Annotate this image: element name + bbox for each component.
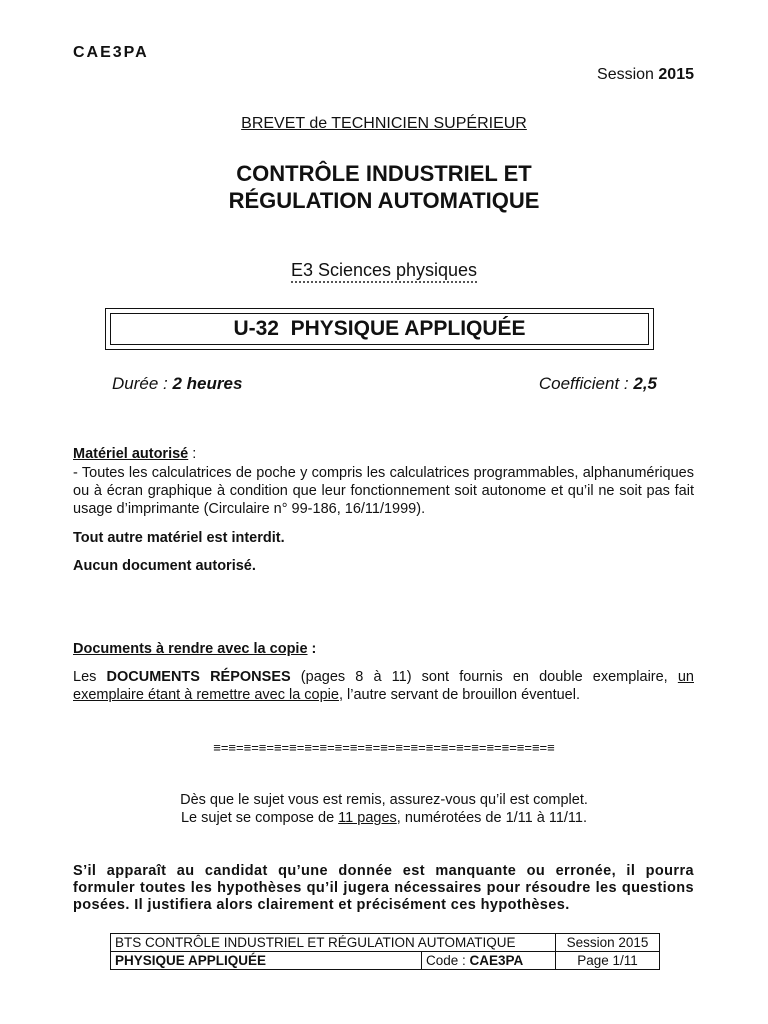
footer-code-label: Code : [426, 953, 470, 968]
materiel-interdit: Tout autre matériel est interdit. [73, 530, 285, 546]
footer-table [110, 933, 660, 970]
main-title [0, 160, 768, 214]
session-year: 2015 [658, 66, 694, 83]
footer-session: Session 2015 [556, 934, 660, 952]
completeness-pages: 11 pages [338, 810, 397, 826]
aucun-document: Aucun document autorisé. [73, 558, 256, 574]
documents-text-bold: DOCUMENTS RÉPONSES [106, 669, 291, 685]
duration-value: 2 heures [172, 374, 243, 393]
documents-text-end: , l’autre servant de brouillon éventuel. [338, 687, 580, 703]
unit-box-title: U-32 PHYSIQUE APPLIQUÉE [110, 313, 649, 345]
coefficient-label: Coefficient : [538, 374, 634, 393]
completeness-line1: Dès que le sujet vous est remis, assurez-vous qu’il est complet. [180, 792, 588, 808]
separator: ≡=≡=≡=≡=≡=≡=≡=≡=≡=≡=≡=≡=≡=≡=≡=≡=≡=≡=≡=≡=≡=≡=≡ [213, 740, 555, 755]
coefficient-value: 2,5 [633, 374, 657, 393]
documents-text-start: Les [73, 669, 107, 685]
main-title-line1: CONTRÔLE INDUSTRIEL ET [236, 161, 532, 186]
documents-text [73, 668, 694, 704]
candidate-warning: S’il apparaît au candidat qu’une donnée est manquante ou erronée, il pourra formuler toutes les hypothèses qu’il jugera nécessaires pour résoudre les questions posées. Il justifiera alors clairement et précisément ces hypothèses. [73, 863, 694, 913]
documents-heading [73, 640, 694, 658]
epreuve-text: E3 Sciences physiques [291, 260, 477, 283]
footer-row-2 [111, 952, 660, 970]
unit-box [105, 308, 654, 350]
completeness-line2-end: , numérotées de 1/11 à 11/11. [396, 810, 588, 826]
footer-code [422, 952, 556, 970]
documents-text-mid: (pages 8 à 11) sont fournis en double exemplaire, [290, 669, 678, 685]
footer-page: Page 1/11 [556, 952, 660, 970]
footer-row-1 [111, 934, 660, 952]
completeness-line2-start: Le sujet se compose de [180, 810, 339, 826]
session-text: Session [597, 66, 654, 83]
duration [112, 374, 242, 394]
completeness-line2 [0, 809, 768, 827]
session-label [597, 66, 694, 84]
main-title-line2: RÉGULATION AUTOMATIQUE [228, 188, 540, 213]
epreuve-title [0, 260, 768, 281]
documents-heading-suffix: : [307, 641, 317, 657]
coefficient [539, 374, 657, 394]
completeness-notice [0, 791, 768, 827]
materiel-heading-suffix: : [188, 446, 197, 462]
materiel-heading-text: Matériel autorisé [73, 446, 189, 462]
footer-code-value: CAE3PA [469, 953, 524, 968]
footer-subject: PHYSIQUE APPLIQUÉE [111, 952, 422, 970]
exam-code: CAE3PA [73, 44, 149, 61]
documents-text-underline: un exemplaire étant à remettre avec la copie [73, 669, 694, 703]
footer-course: BTS CONTRÔLE INDUSTRIEL ET RÉGULATION AUTOMATIQUE [111, 934, 556, 952]
documents-heading-text: Documents à rendre avec la copie [73, 641, 308, 657]
materiel-heading [73, 445, 694, 463]
brevet-title: BREVET de TECHNICIEN SUPÉRIEUR [241, 115, 527, 132]
duration-label: Durée : [112, 374, 173, 393]
materiel-text: - Toutes les calculatrices de poche y compris les calculatrices programmables, alphanumériques ou à écran graphique à condition que leur fonctionnement soit autonome et qu’il ne soit pas fait usage d’imprimante (Circulaire n° 99-186, 16/11/1999). [73, 465, 694, 517]
